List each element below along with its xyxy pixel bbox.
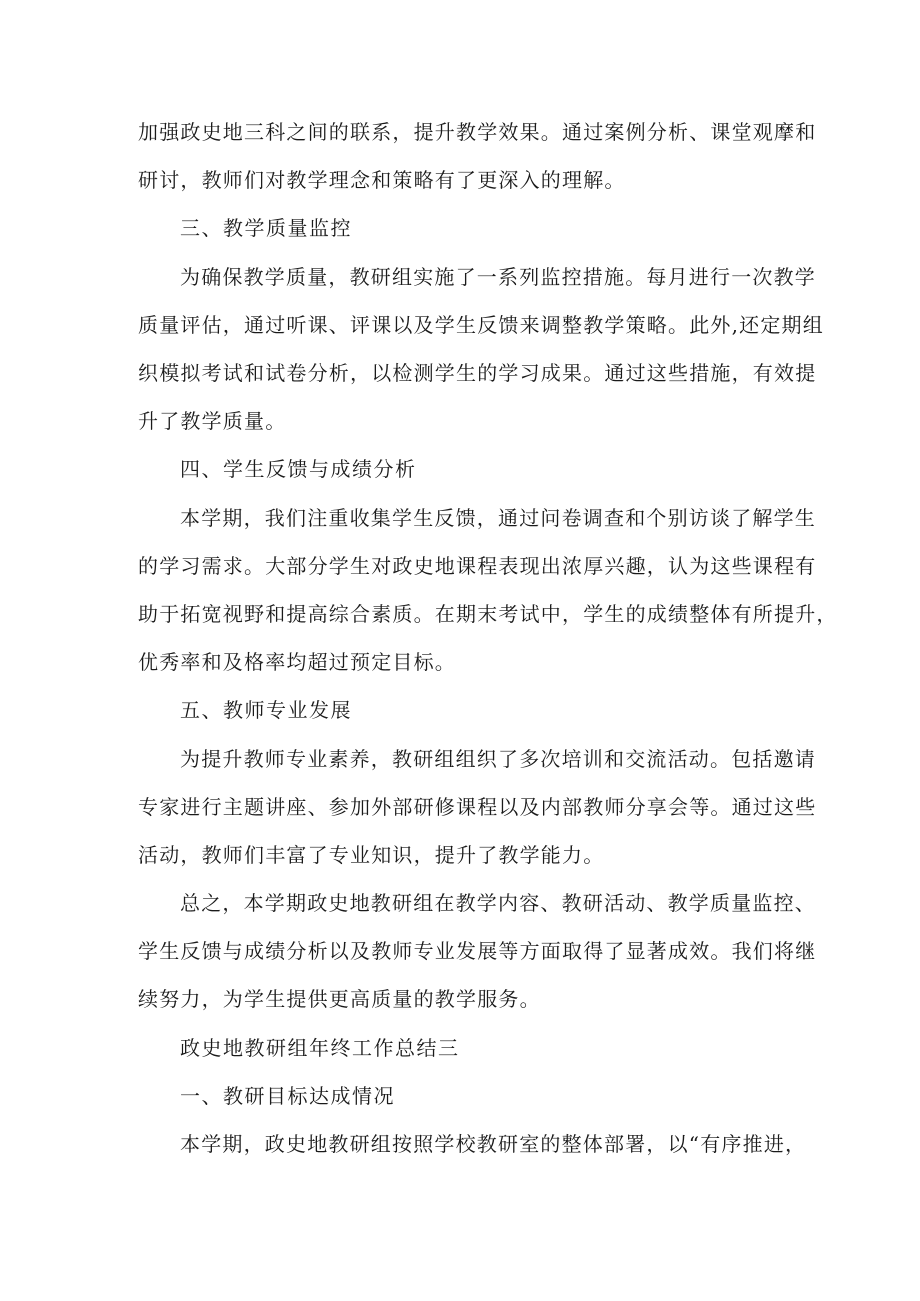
paragraph-line: 研讨，教师们对教学理念和策略有了更深入的理解。: [138, 168, 626, 192]
document-title-part-three: 政史地教研组年终工作总结三: [180, 1036, 460, 1060]
paragraph-line: 本学期，政史地教研组按照学校教研室的整体部署，以“有序推进，: [180, 1132, 807, 1156]
paragraph-line: 续努力，为学生提供更高质量的教学服务。: [138, 987, 541, 1011]
paragraph-line: 总之，本学期政史地教研组在教学内容、教研活动、教学质量监控、: [180, 891, 816, 915]
paragraph-line: 专家进行主题讲座、参加外部研修课程以及内部教师分享会等。通过这些: [138, 795, 817, 819]
section-heading-teacher-development: 五、教师专业发展: [180, 698, 352, 722]
paragraph-line: 本学期，我们注重收集学生反馈，通过问卷调查和个别访谈了解学生: [180, 506, 816, 530]
paragraph-line: 助于拓宽视野和提高综合素质。在期末考试中，学生的成绩整体有所提升，: [138, 602, 838, 626]
section-heading-research-goals: 一、教研目标达成情况: [180, 1084, 395, 1108]
paragraph-line: 质量评估，通过听课、评课以及学生反馈来调整教学策略。此外,还定期组: [138, 313, 824, 337]
paragraph-line: 优秀率和及格率均超过预定目标。: [138, 650, 456, 674]
paragraph-line: 为确保教学质量，教研组实施了一系列监控措施。每月进行一次教学: [180, 265, 816, 289]
section-heading-quality-monitoring: 三、教学质量监控: [180, 216, 352, 240]
paragraph-line: 活动，教师们丰富了专业知识，提升了教学能力。: [138, 843, 605, 867]
paragraph-line: 升了教学质量。: [138, 409, 287, 433]
paragraph-line: 学生反馈与成绩分析以及教师专业发展等方面取得了显著成效。我们将继: [138, 939, 817, 963]
section-heading-student-feedback: 四、学生反馈与成绩分析: [180, 457, 417, 481]
paragraph-line: 加强政史地三科之间的联系，提升教学效果。通过案例分析、课堂观摩和: [138, 120, 817, 144]
paragraph-line: 织模拟考试和试卷分析，以检测学生的学习成果。通过这些措施，有效提: [138, 361, 817, 385]
paragraph-line: 的学习需求。大部分学生对政史地课程表现出浓厚兴趣，认为这些课程有: [138, 554, 817, 578]
paragraph-line: 为提升教师专业素养，教研组组织了多次培训和交流活动。包括邀请: [180, 747, 816, 771]
